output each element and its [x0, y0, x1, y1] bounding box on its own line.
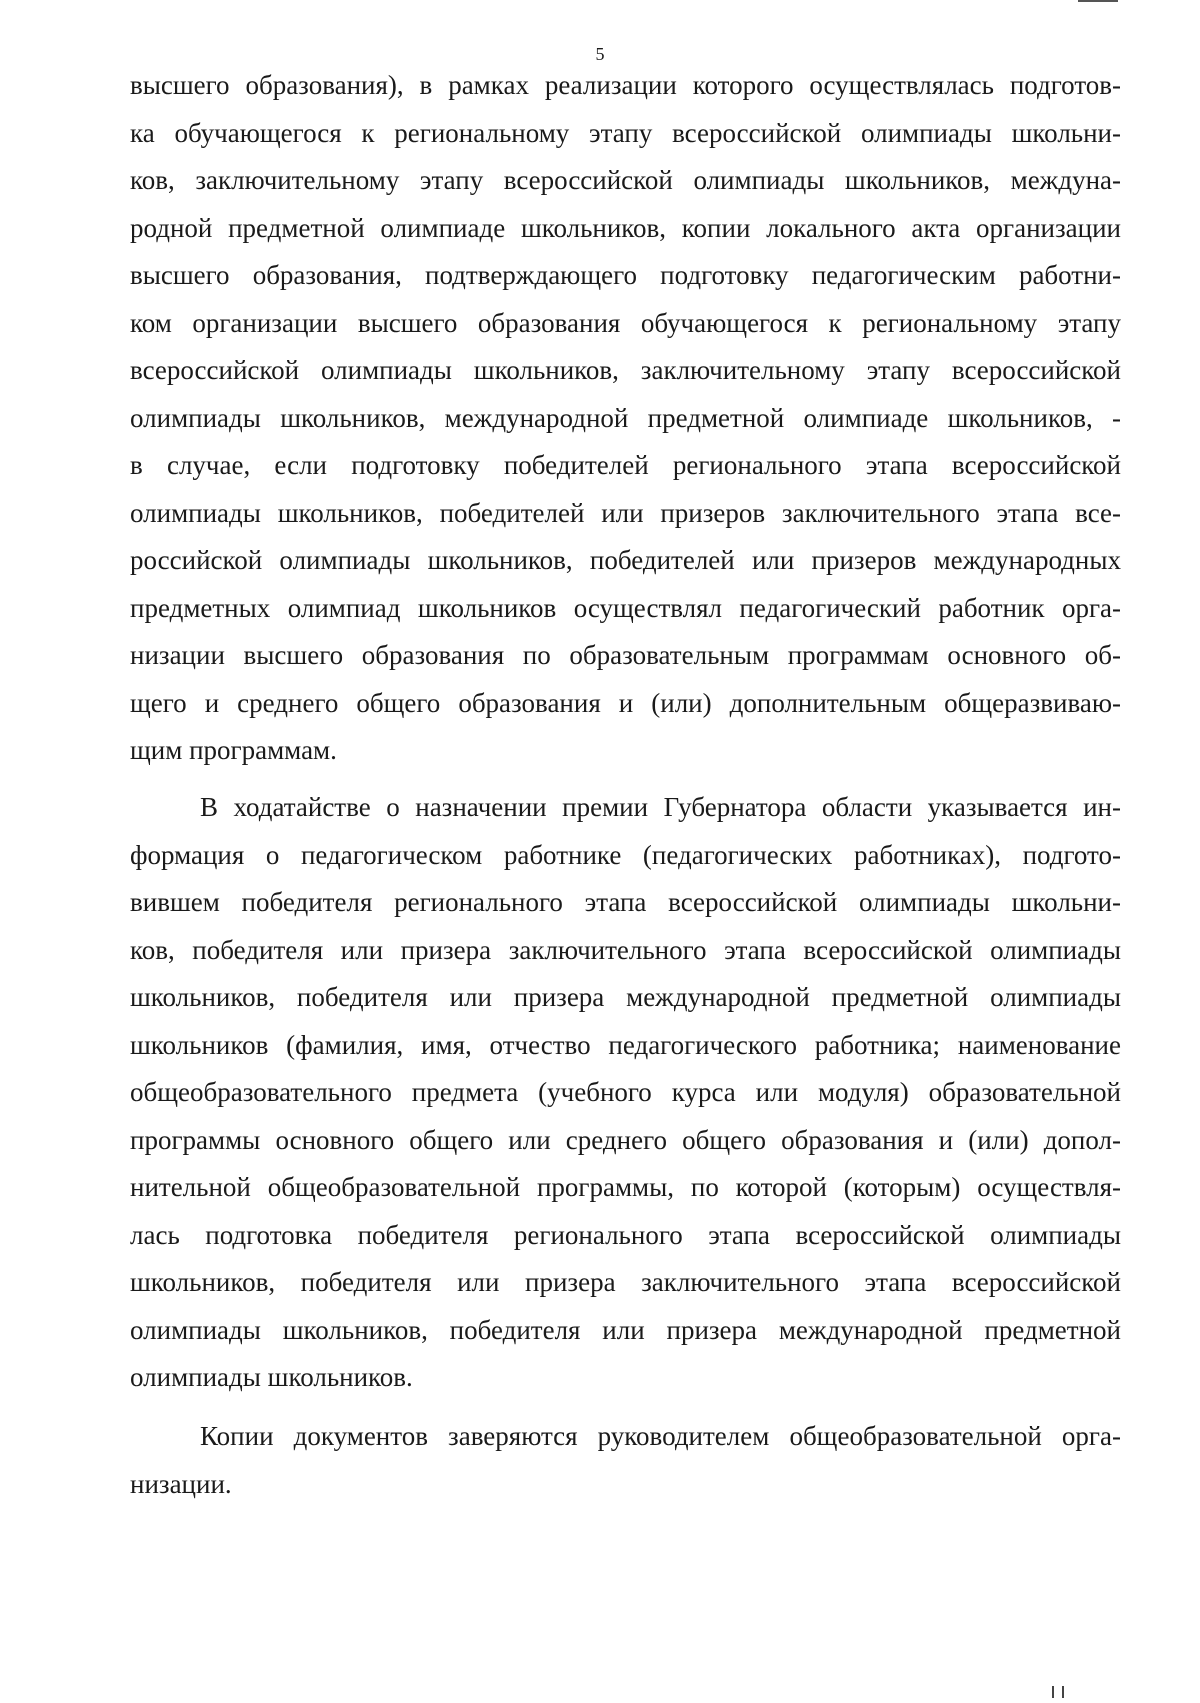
text-line: общеобразовательного предмета (учебного курса или модуля) образовательной	[130, 1077, 1121, 1107]
text-line: родной предметной олимпиаде школьников, копии локального акта организации	[130, 212, 1121, 243]
text-line: нительной общеобразовательной программы, по которой (которым) осуществля-	[130, 1172, 1121, 1202]
text-line: высшего образования), в рамках реализации которого осуществлялась подготов-	[130, 70, 1121, 100]
text-line: ка обучающегося к региональному этапу всероссийской олимпиады школьни-	[130, 117, 1121, 148]
text-line: предметных олимпиад школьников осуществлял педагогический работник орга-	[130, 592, 1121, 623]
text-line: олимпиады школьников, победителя или призера международной предметной	[130, 1314, 1121, 1345]
text-line: всероссийской олимпиады школьников, заключительному этапу всероссийской	[130, 355, 1121, 385]
text-line: российской олимпиады школьников, победителей или призеров международных	[130, 545, 1121, 575]
text-line: щего и среднего общего образования и (или) дополнительным общеразвиваю-	[130, 687, 1121, 718]
text-line: низации высшего образования по образовательным программам основного об-	[130, 640, 1121, 670]
paragraph-3	[130, 1413, 1121, 1508]
scan-edge-mark-bottom	[1052, 1685, 1080, 1697]
scan-edge-mark-top	[1078, 0, 1118, 5]
text-line: щим программам.	[130, 735, 337, 765]
text-line: ков, заключительному этапу всероссийской олимпиады школьников, междуна-	[130, 165, 1121, 195]
text-line: ков, победителя или призера заключительного этапа всероссийской олимпиады	[130, 934, 1121, 965]
text-line: школьников, победителя или призера заключительного этапа всероссийской	[130, 1267, 1121, 1297]
text-line: Копии документов заверяются руководителем общеобразовательной орга-	[200, 1421, 1121, 1451]
text-line: вившем победителя регионального этапа всероссийской олимпиады школьни-	[130, 887, 1121, 917]
text-line: школьников, победителя или призера международной предметной олимпиады	[130, 982, 1121, 1012]
text-line: лась подготовка победителя регионального этапа всероссийской олимпиады	[130, 1219, 1121, 1250]
text-line: программы основного общего или среднего общего образования и (или) допол-	[130, 1124, 1121, 1155]
text-line: низации.	[130, 1468, 232, 1499]
text-line: олимпиады школьников, победителей или призеров заключительного этапа все-	[130, 497, 1121, 528]
paragraph-2	[130, 784, 1121, 1402]
text-line: В ходатайстве о назначении премии Губернатора области указывается ин-	[200, 792, 1121, 822]
page-number: 5	[595, 44, 605, 64]
text-line: высшего образования, подтверждающего подготовку педагогическим работни-	[130, 260, 1121, 290]
text-line: ком организации высшего образования обучающегося к региональному этапу	[130, 307, 1121, 338]
paragraph-1	[130, 62, 1121, 775]
text-line: олимпиады школьников.	[130, 1362, 413, 1392]
text-line: олимпиады школьников, международной предметной олимпиаде школьников, -	[130, 402, 1121, 433]
text-line: в случае, если подготовку победителей регионального этапа всероссийской	[130, 450, 1121, 480]
text-line: школьников (фамилия, имя, отчество педагогического работника; наименование	[130, 1029, 1121, 1060]
text-line: формация о педагогическом работнике (педагогических работниках), подгото-	[130, 839, 1121, 870]
